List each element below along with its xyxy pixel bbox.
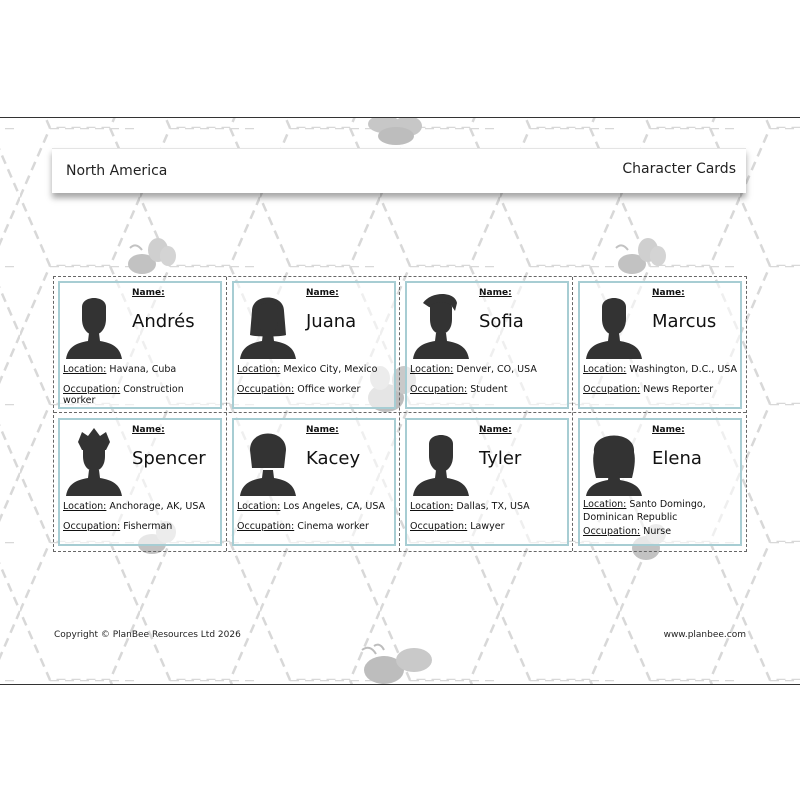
- card-grid: [53, 276, 747, 552]
- occupation-line: [237, 384, 391, 395]
- occupation-line: [583, 384, 737, 395]
- character-name: Spencer: [132, 448, 206, 469]
- character-card-marcus: [578, 281, 742, 409]
- occupation-value: Nurse: [643, 526, 672, 537]
- header-subtitle: Character Cards: [622, 161, 736, 177]
- cut-line: [572, 277, 573, 551]
- occupation-value: Construction worker: [63, 384, 184, 406]
- location-line: [237, 363, 391, 376]
- name-label: Name:: [479, 288, 512, 298]
- short-hair-male-icon: [584, 289, 644, 359]
- name-label: Name:: [132, 425, 165, 435]
- location-value: Havana, Cuba: [109, 364, 177, 375]
- location-value: Washington, D.C., USA: [629, 364, 737, 375]
- location-value: Los Angeles, CA, USA: [283, 501, 386, 512]
- character-name: Kacey: [306, 448, 361, 469]
- occupation-label: Occupation:: [237, 521, 295, 532]
- occupation-value: Student: [470, 384, 508, 395]
- occupation-label: Occupation:: [583, 384, 641, 395]
- long-hair-female-icon: [238, 289, 298, 359]
- cut-line: [226, 277, 227, 551]
- location-label: Location:: [583, 499, 627, 510]
- location-line: [237, 500, 391, 513]
- location-line: [63, 363, 217, 376]
- location-value: Anchorage, AK, USA: [109, 501, 206, 512]
- location-label: Location:: [63, 501, 107, 512]
- location-value: Dallas, TX, USA: [456, 501, 530, 512]
- character-name: Sofia: [479, 311, 524, 332]
- occupation-line: [63, 384, 217, 406]
- occupation-line: [410, 384, 564, 395]
- location-value: Mexico City, Mexico: [283, 364, 378, 375]
- location-value: Denver, CO, USA: [456, 364, 537, 375]
- occupation-label: Occupation:: [410, 521, 468, 532]
- name-label: Name:: [479, 425, 512, 435]
- character-name: Elena: [652, 448, 702, 469]
- copyright-text: Copyright © PlanBee Resources Ltd 2026: [54, 630, 241, 640]
- location-line: [410, 500, 564, 513]
- name-label: Name:: [306, 425, 339, 435]
- occupation-line: [63, 521, 217, 532]
- header-title: North America: [66, 163, 168, 179]
- character-card-sofia: [405, 281, 569, 409]
- bee-icon: [352, 642, 442, 685]
- character-name: Andrés: [132, 311, 195, 332]
- occupation-line: [410, 521, 564, 532]
- occupation-value: Cinema worker: [297, 521, 369, 532]
- location-line: [583, 363, 737, 376]
- location-line: [583, 498, 737, 524]
- character-card-tyler: [405, 418, 569, 546]
- occupation-value: News Reporter: [643, 384, 714, 395]
- character-card-elena: [578, 418, 742, 546]
- character-name: Juana: [306, 311, 357, 332]
- page-header: [52, 148, 746, 193]
- short-hair-male-icon: [411, 426, 471, 496]
- occupation-label: Occupation:: [63, 384, 121, 395]
- website-text: www.planbee.com: [663, 630, 746, 640]
- character-card-andres: [58, 281, 222, 409]
- character-card-kacey: [232, 418, 396, 546]
- character-name: Marcus: [652, 311, 717, 332]
- bee-icon: [360, 117, 430, 148]
- short-hair-male-icon: [64, 289, 124, 359]
- name-label: Name:: [132, 288, 165, 298]
- occupation-label: Occupation:: [237, 384, 295, 395]
- location-label: Location:: [410, 364, 454, 375]
- name-label: Name:: [652, 425, 685, 435]
- worksheet-page: [0, 117, 800, 685]
- occupation-value: Lawyer: [470, 521, 505, 532]
- character-name: Tyler: [479, 448, 522, 469]
- cut-line: [399, 277, 400, 551]
- occupation-value: Fisherman: [123, 521, 173, 532]
- occupation-label: Occupation:: [410, 384, 468, 395]
- occupation-label: Occupation:: [63, 521, 121, 532]
- occupation-value: Office worker: [297, 384, 361, 395]
- location-value: Santo Domingo, Dominican Republic: [583, 499, 706, 523]
- name-label: Name:: [306, 288, 339, 298]
- name-label: Name:: [652, 288, 685, 298]
- occupation-line: [237, 521, 391, 532]
- location-line: [63, 500, 217, 513]
- location-line: [410, 363, 564, 376]
- location-label: Location:: [237, 364, 281, 375]
- occupation-line: [583, 526, 737, 537]
- swept-hair-icon: [411, 289, 471, 359]
- bob-hair-icon: [238, 426, 298, 496]
- location-label: Location:: [237, 501, 281, 512]
- character-card-spencer: [58, 418, 222, 546]
- occupation-label: Occupation:: [583, 526, 641, 537]
- location-label: Location:: [63, 364, 107, 375]
- cut-line: [54, 412, 746, 413]
- character-card-juana: [232, 281, 396, 409]
- curly-hair-female-icon: [584, 426, 644, 496]
- location-label: Location:: [410, 501, 454, 512]
- messy-hair-male-icon: [64, 426, 124, 496]
- location-label: Location:: [583, 364, 627, 375]
